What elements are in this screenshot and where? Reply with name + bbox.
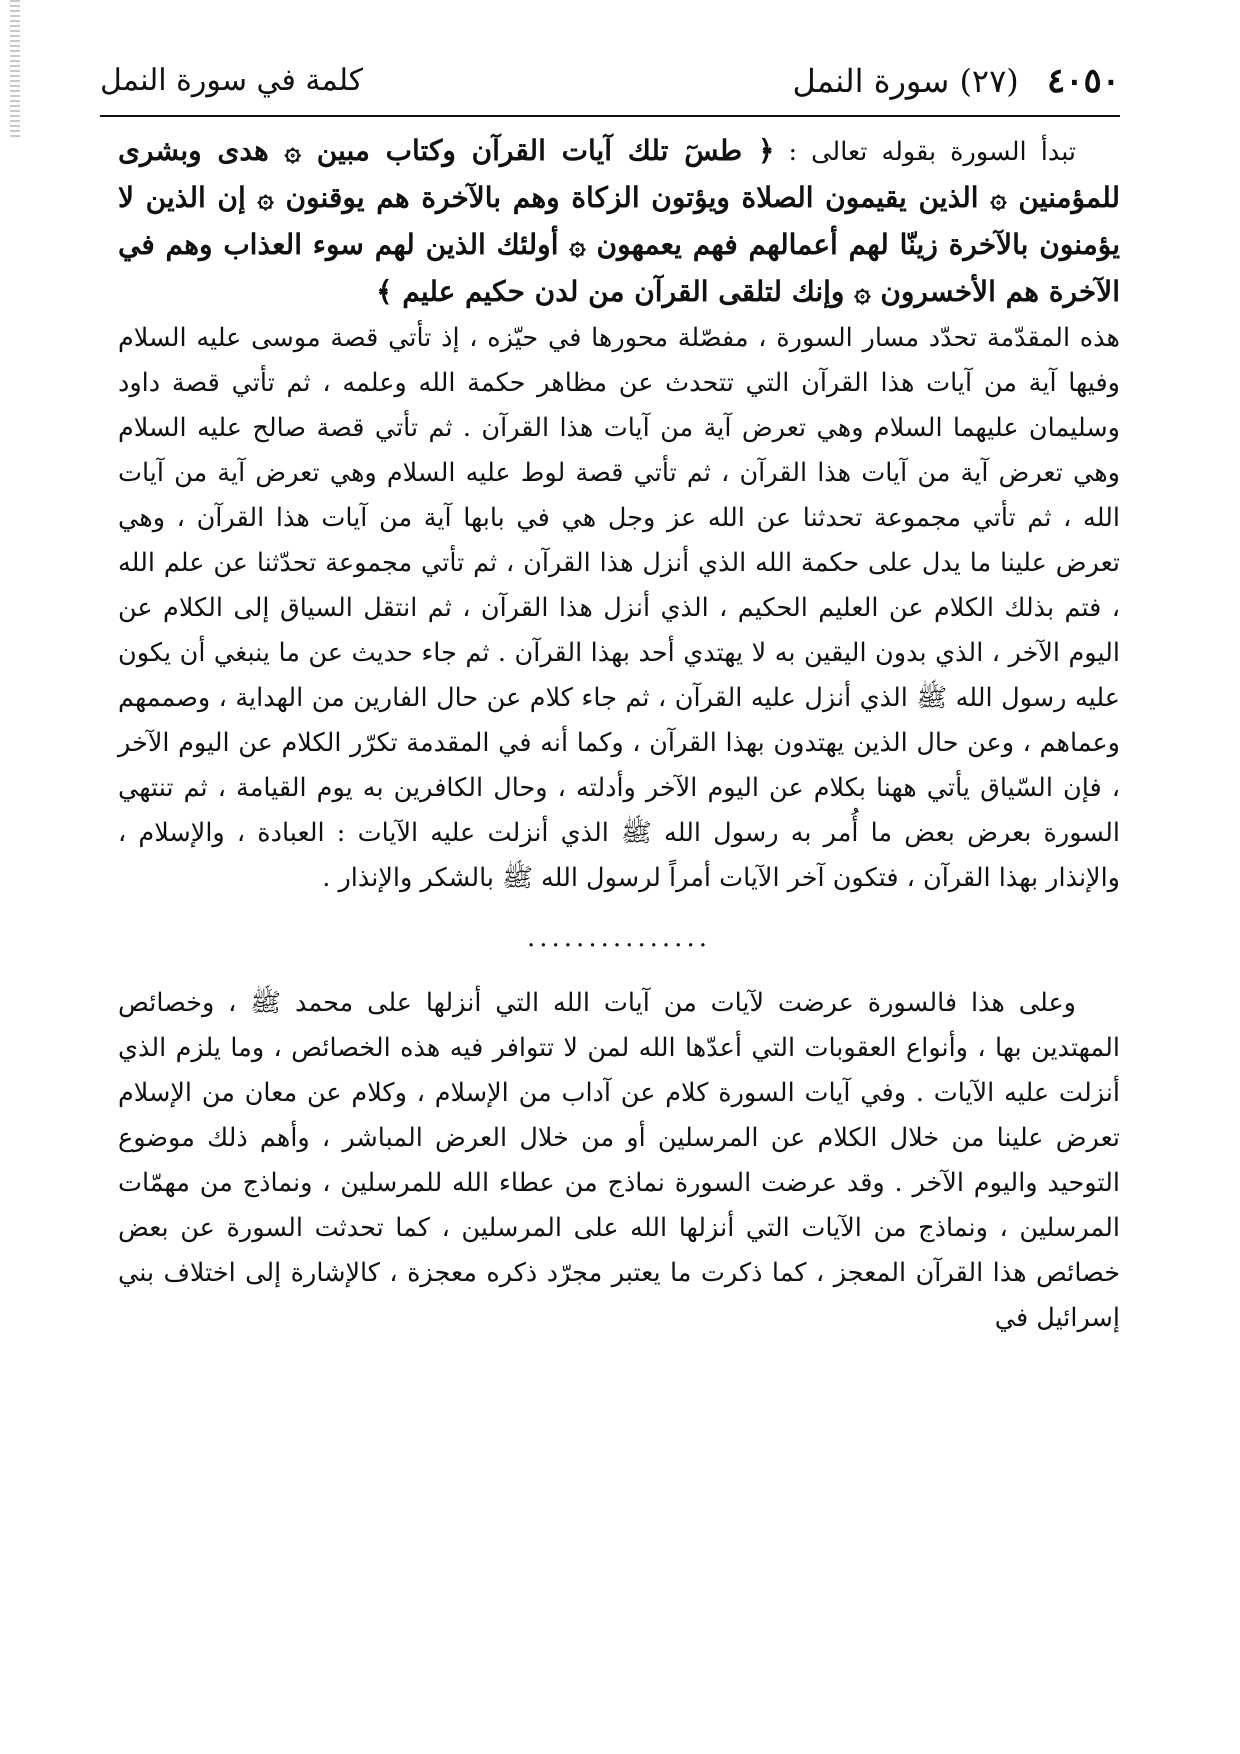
page-number: ٤٠٥٠ xyxy=(1046,61,1120,101)
surah-label: (٢٧) سورة النمل xyxy=(792,62,1019,100)
section-title: كلمة في سورة النمل xyxy=(100,63,364,98)
header-right xyxy=(793,61,1121,101)
section-separator: ............... xyxy=(527,923,711,953)
paragraph-1: هذه المقدّمة تحدّد مسار السورة ، مفصّلة محورها في حيّزه ، إذ تأتي قصة موسى عليه السلام وفيها آية من آيات هذا القرآن التي تتحدث عن مظاهر حكمة الله وعلمه ، ثم تأتي قصة داود وسليمان عليهما السلام وهي تعرض آية من آيات هذا القرآن . ثم تأتي قصة صالح عليه السلام وهي تعرض آية من آيات هذا القرآن ، ثم تأتي قصة لوط عليه السلام وهي تعرض آية من آيات الله ، ثم تأتي مجموعة تحدثنا عن الله عز وجل هي في بابها آية من آيات هذا القرآن ، وهي تعرض علينا ما يدل على حكمة الله الذي أنزل هذا القرآن ، ثم تأتي مجموعة تحدّثنا عن علم الله ، فتم بذلك الكلام عن العليم الحكيم ، الذي أنزل هذا القرآن ، ثم انتقل السياق إلى الكلام عن اليوم الآخر ، الذي بدون اليقين به لا يهتدي أحد بهذا القرآن . ثم جاء حديث عن ما ينبغي أن يكون عليه رسول الله ﷺ الذي أنزل عليه القرآن ، ثم جاء كلام عن حال الفارين من الهداية ، وصممهم وعماهم ، وعن حال الذين يهتدون بهذا القرآن ، وكما أنه في المقدمة تكرّر الكلام عن اليوم الآخر ، فإن السّياق يأتي ههنا بكلام عن اليوم الآخر وأدلته ، وحال الكافرين به يوم القيامة ، ثم تنتهي السورة بعرض بعض ما أُمر به رسول الله ﷺ الذي أنزلت عليه الآيات : العبادة ، والإسلام ، والإنذار بهذا القرآن ، فتكون آخر الآيات أمراً لرسول الله ﷺ بالشكر والإنذار . xyxy=(118,323,1120,893)
paragraph-2: وعلى هذا فالسورة عرضت لآيات من آيات الله التي أنزلها على محمد ﷺ ، وخصائص المهتدين بها ، وأنواع العقوبات التي أعدّها الله لمن لا تتوافر فيه هذه الخصائص ، وما يلزم الذي أنزلت عليه الآيات . وفي آيات السورة كلام عن آداب من الإسلام ، وكلام عن معان من الإسلام تعرض علينا من خلال الكلام عن المرسلين أو من خلال العرض المباشر ، وأهم ذلك موضوع التوحيد واليوم الآخر . وقد عرضت السورة نماذج من عطاء الله للمرسلين ، ونماذج من مهمّات المرسلين ، ونماذج من الآيات التي أنزلها الله على المرسلين ، كما تحدثت السورة عن بعض خصائص هذا القرآن المعجز ، كما ذكرت ما يعتبر مجرّد ذكره معجزة ، كالإشارة إلى اختلاف بني إسرائيل في xyxy=(118,988,1120,1333)
page-content xyxy=(118,128,1120,1341)
quran-verse: ﴿ طسٓ تلك آيات القرآن وكتاب مبين ۞ هدى وبشرى للمؤمنين ۞ الذين يقيمون الصلاة ويؤتون الزكاة وهم بالآخرة هم يوقنون ۞ إن الذين لا يؤمنون بالآخرة زينّا لهم أعمالهم فهم يعمهون ۞ أولئك الذين لهم سوء العذاب وهم في الآخرة هم الأخسرون ۞ وإنك لتلقى القرآن من لدن حكيم عليم ﴾ xyxy=(118,134,1120,308)
page-header xyxy=(100,55,1120,117)
scan-edge-artifact xyxy=(10,0,20,140)
intro-text: تبدأ السورة بقوله تعالى : xyxy=(788,137,1076,167)
intro-paragraph xyxy=(118,128,1120,316)
